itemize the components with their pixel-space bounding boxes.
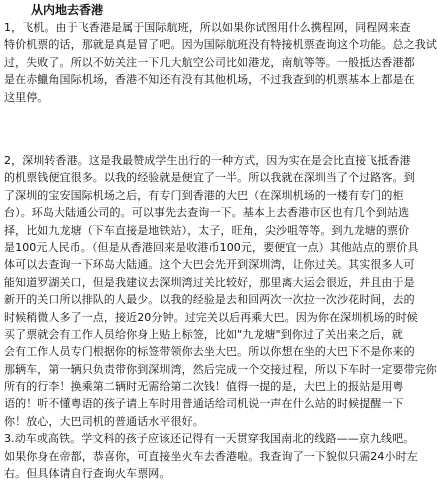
- text-line: 右。但具体请自行查询火车票网。: [4, 467, 171, 481]
- text-line: 所有的行李！换乘第二辆时无需给第二次钱！值得一提的是，大巴上的报站是用粤: [4, 380, 404, 394]
- paragraph-flight: [4, 19, 437, 106]
- text-line: 时候稍微人多了一点，接近20分钟。过完关以后再乘大巴。因为你在深圳机场的时候: [4, 310, 418, 324]
- text-line: 如果你身在帝都，恭喜你，可直接坐火车去香港啦。我查询了一下貌似只需24小时左: [4, 449, 418, 463]
- text-line: 的机票钱便宜很多。以我的经验就是便宜了一半。所以我就在深圳当了个过路客。到: [4, 171, 415, 185]
- text-line: 语的！听不懂粤语的孩子请上车时用普通话给司机说一声在什么站的时候提醒一下: [4, 397, 404, 411]
- paragraph-shenzhen: [4, 152, 437, 482]
- text-line: 2，深圳转香港。这是我最赞成学生出行的一种方式，因为实在是会比直接飞抵香港: [4, 154, 411, 167]
- text-line: 是100元人民币。（但是从香港回来是收港币100元，要便宜一点）其他站点的票价具: [4, 240, 419, 254]
- text-line: 台）。环岛大陆通公司的。可以事先去查询一下。基本上去香港市区也有几个到站选: [4, 206, 410, 220]
- article-title: 从内地去香港: [31, 3, 104, 17]
- text-line: 1，飞机。由于飞香港是属于国际航班，所以如果你试图用什么携程网，同程网来查: [4, 21, 411, 34]
- text-line: 特价机票的话，那就是真是冒了吧。因为国际航班没有特接机票查询这个功能。总之我试: [4, 38, 437, 52]
- text-line: 你！放心，大巴司机的普通话水平很好。: [4, 414, 204, 428]
- text-line: 那辆车，第一辆只负责带你到深圳湾，然后完成一个交接过程，所以下车时一定要带完你: [4, 362, 437, 376]
- text-line: 是在赤鱲角国际机场，香港不知还有没有其他机场，不过我查到的机票基本上都是在: [4, 73, 415, 87]
- text-line: 过，失败了。所以不妨关注一下几大航空公司比如港龙，南航等等。一般抵达香港都: [4, 55, 415, 69]
- text-line: 这里停。: [4, 90, 49, 104]
- text-line: 择，比如九龙塘（下车直接是地铁站），太子，旺角，尖沙咀等等。到九龙塘的票价: [4, 223, 410, 237]
- text-line: 新开的关口所以排队的人最少。以我的经验是去和回两次一次拉一次沙花时间，去的: [4, 293, 415, 307]
- text-line: 能知道罗湖关口，但是我建议去深圳湾过关比较好，那里离大运会很近，并且由于是: [4, 275, 415, 289]
- text-line: 3.动车或高铁。学文科的孩子应该还记得有一天贯穿我国南北的线路——京九线吧。: [4, 432, 415, 446]
- text-line: 会有工作人员专门根据你的标签带领你去坐大巴。所以你想在坐的大巴下不是你来的: [4, 345, 415, 359]
- text-line: 了深圳的宝安国际机场之后，有专门到香港的大巴（在深圳机场的一楼有专门的柜: [4, 188, 404, 202]
- text-line: 买了票就会有工作人员给你身上贴上标签，比如"九龙塘"到你过了关出来之后，就: [4, 327, 403, 341]
- text-line: 体可以去查询一下环岛大陆通。这个大巴会先开到深圳湾，让你过关。其实很多人可: [4, 258, 415, 272]
